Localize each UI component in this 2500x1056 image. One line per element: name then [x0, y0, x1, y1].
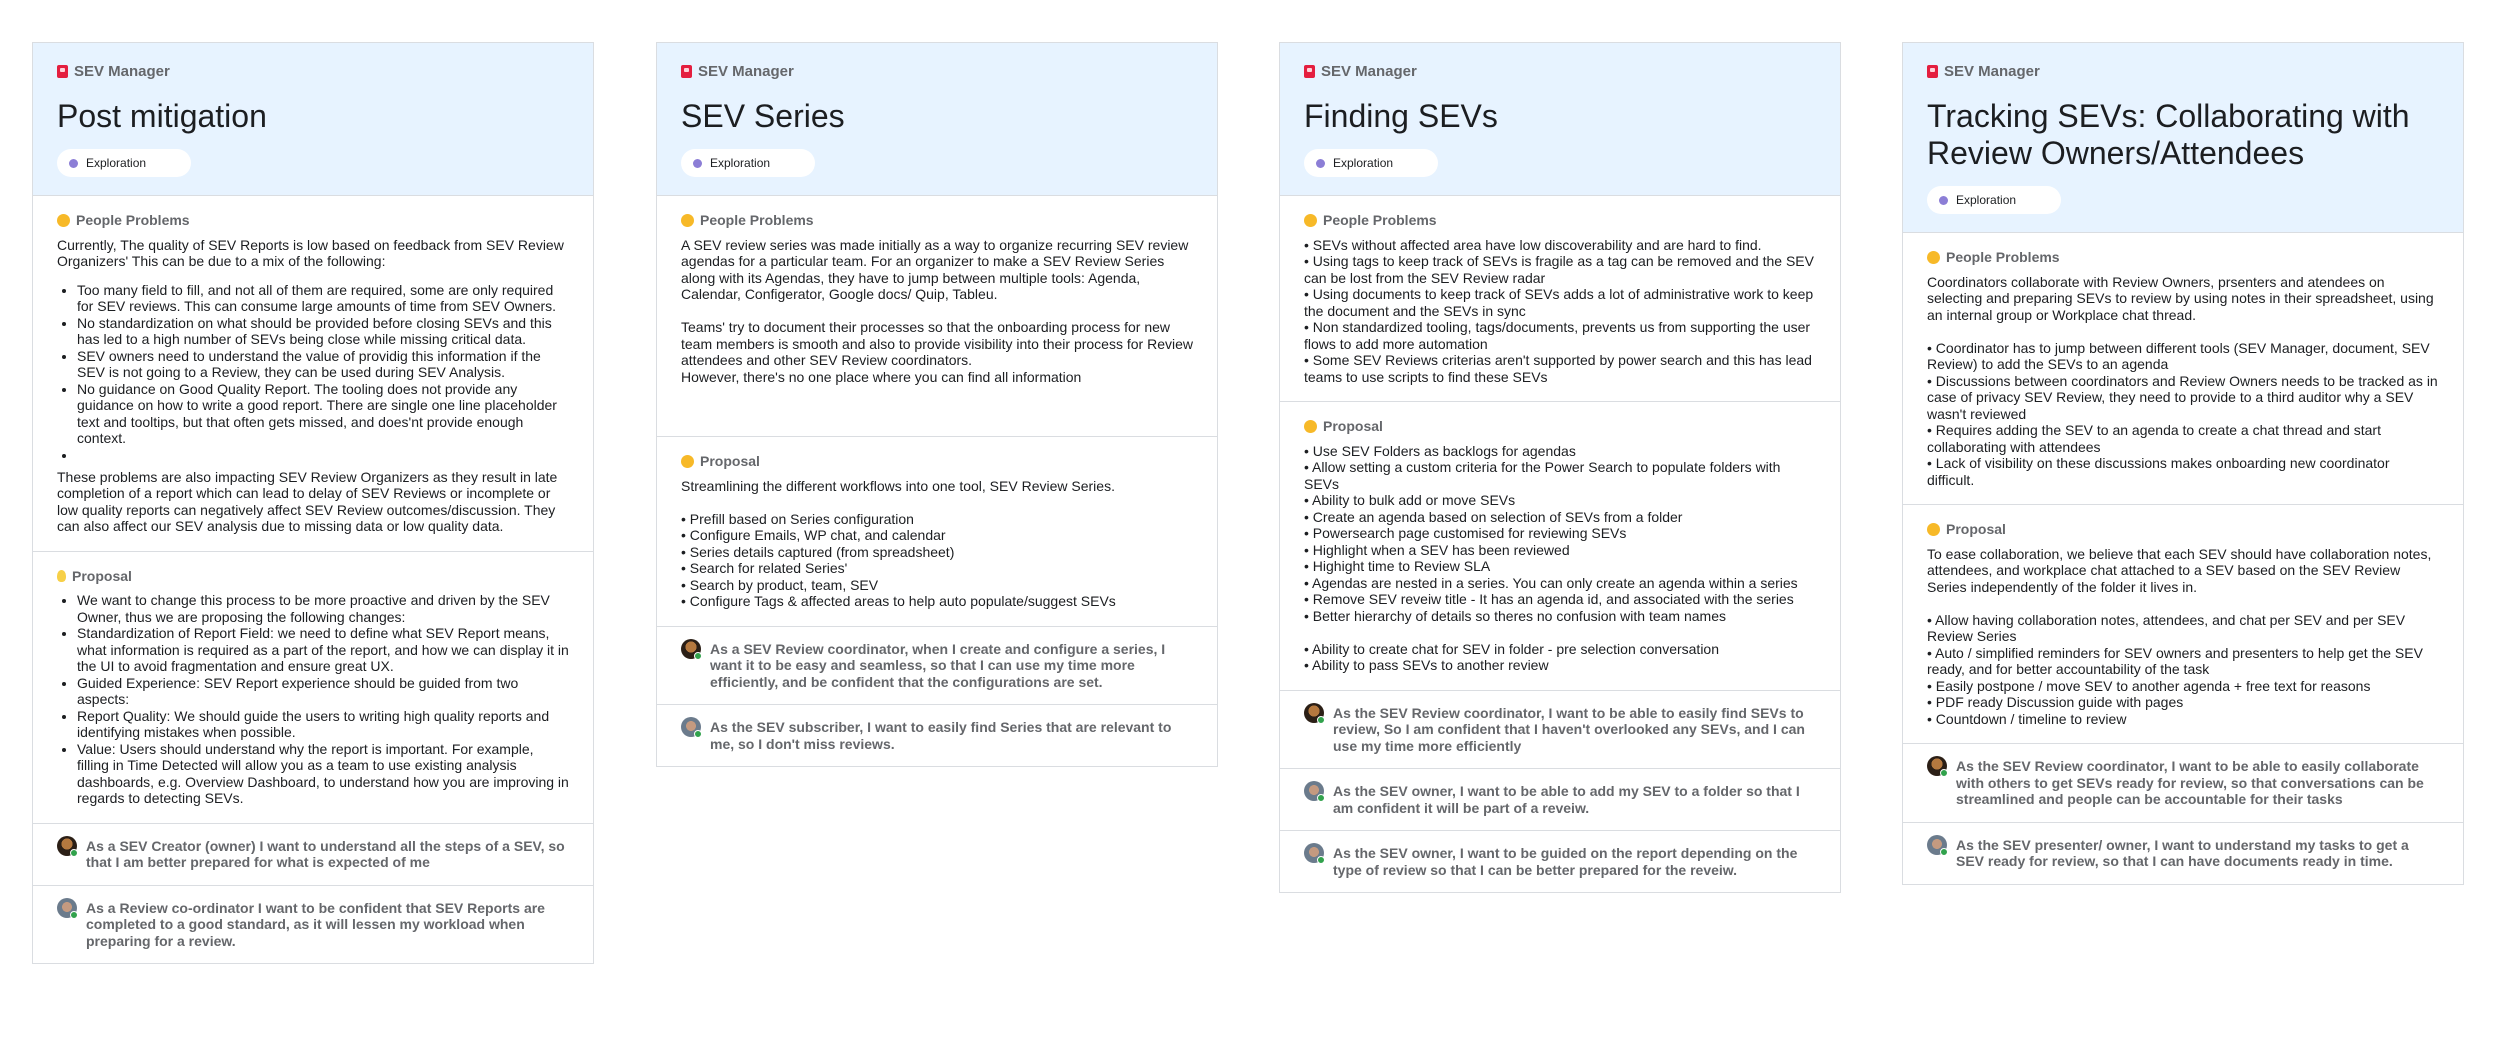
proposal-heading: Proposal: [72, 567, 132, 584]
sad-face-icon: [1927, 251, 1940, 264]
card-title: SEV Series: [681, 98, 845, 134]
user-story[interactable]: [33, 824, 593, 886]
tag-label: Exploration: [86, 156, 147, 170]
user-story[interactable]: [1903, 823, 2463, 884]
app-label: [1927, 63, 2439, 80]
card-sev-series[interactable]: [656, 42, 1218, 767]
problems-intro: Currently, The quality of SEV Reports is low based on feedback from SEV Review Organizers' This can be due to a mix of the following:: [57, 236, 564, 269]
tag-dot-icon: [1939, 196, 1948, 205]
card-title: Post mitigation: [57, 98, 267, 134]
story-text: As a SEV Creator (owner) I want to understand all the steps of a SEV, so that I am better prepared for what is expected of me: [86, 837, 565, 870]
problems-text: • SEVs without affected area have low discoverability and are hard to find. • Using tags to keep track of SEVs is fragile as a tag can be removed and the SEV can be lost from the SEV Review radar • Using documents to keep track of SEVs adds a lot of administrative work to keep the document and the SEVs in sync • Non standardized tooling, tags/documents, prevents us from supporting the user flows to add more automation • Some SEV Reviews criterias aren't supported by power search and this has lead teams to use scripts to find these SEVs: [1304, 236, 1814, 385]
story-text: As the SEV Review coordinator, I want to be able to easily find SEVs to review, So I am confident that I haven't overlooked any SEVs, and I can use my time more efficiently: [1333, 704, 1805, 754]
user-story[interactable]: [1903, 744, 2463, 823]
sad-face-icon: [681, 214, 694, 227]
people-problems-section: [1903, 233, 2463, 505]
sad-face-icon: [57, 214, 70, 227]
user-story[interactable]: [657, 705, 1217, 766]
story-text: As a SEV Review coordinator, when I create and configure a series, I want it to be easy and seamless, so that I can use my time more efficiently, and be confident that the configurations are set.: [710, 640, 1166, 690]
list-item: • Value: Users should understand why the report is important. For example, filling in Time Detected will allow you as a team to use existing analysis dashboards, e.g. Overview Dashboard, to understand how you are improving in regards to detecting SEVs.: [77, 741, 569, 807]
people-problems-heading: People Problems: [1946, 249, 2060, 265]
story-text: As the SEV owner, I want to be guided on the report depending on the type of review so that I can be better prepared for the reveiw.: [1333, 845, 1798, 878]
app-name: SEV Manager: [698, 63, 794, 80]
people-problems-section: [33, 196, 593, 552]
tag-label: Exploration: [1956, 193, 2017, 207]
people-problems-section: [1280, 196, 1840, 402]
app-name: SEV Manager: [1321, 63, 1417, 80]
avatar: [57, 898, 77, 918]
people-problems-heading: People Problems: [1323, 212, 1437, 228]
user-story[interactable]: [1280, 769, 1840, 831]
list-item: • No guidance on Good Quality Report. The tooling does not provide any guidance on how to write a good report. There are single one line placeholder text and tooltips, but that often gets missed, and does'nt provide enough context.: [77, 381, 569, 447]
app-label: [1304, 63, 1816, 80]
app-label: [681, 63, 1193, 80]
user-story[interactable]: [1280, 691, 1840, 770]
section-heading: [681, 453, 1193, 470]
story-text: As the SEV owner, I want to be able to add my SEV to a folder so that I am confident it will be part of a reveiw.: [1333, 783, 1800, 816]
card-header: [657, 43, 1217, 196]
card-title: Finding SEVs: [1304, 98, 1498, 134]
proposal-list: [57, 592, 569, 807]
proposal-text: • Use SEV Folders as backlogs for agendas • Allow setting a custom criteria for the Power Search to populate folders with SEVs • Ability to bulk add or move SEVs • Create an agenda based on selection of SEVs from a folder • Powersearch page customised for reviewing SEVs • Highlight when a SEV has been reviewed • Highight time to Review SLA • Agendas are nested in a series. You can only create an agenda within a series • Remove SEV reveiw title - It has an agenda id, and associated with the series • Better hierarchy of details so theres no confusion with team names • Ability to create chat for SEV in folder - pre selection conversation • Ability to pass SEVs to another review: [1304, 442, 1798, 673]
list-item: [77, 447, 569, 463]
people-problems-heading: People Problems: [76, 212, 190, 228]
section-heading: [1304, 212, 1816, 229]
section-heading: [1927, 521, 2439, 538]
people-problems-heading: People Problems: [700, 212, 814, 228]
section-heading: [1927, 249, 2439, 266]
list-item: • We want to change this process to be more proactive and driven by the SEV Owner, thus we are proposing the following changes:: [77, 592, 569, 625]
card-finding-sevs[interactable]: [1279, 42, 1841, 893]
story-text: As the SEV presenter/ owner, I want to understand my tasks to get a SEV ready for review, so that I can have documents ready in time.: [1956, 836, 2409, 869]
sev-manager-icon: [681, 65, 692, 78]
avatar: [1304, 781, 1324, 801]
proposal-heading: Proposal: [1323, 418, 1383, 434]
app-name: SEV Manager: [74, 63, 170, 80]
section-heading: [681, 212, 1193, 229]
card-header: [33, 43, 593, 196]
avatar: [1304, 703, 1324, 723]
avatar: [1927, 756, 1947, 776]
thinking-face-icon: [1304, 420, 1317, 433]
tag-dot-icon: [693, 159, 702, 168]
proposal-section: [33, 552, 593, 824]
user-story[interactable]: [33, 886, 593, 964]
card-title: Tracking SEVs: Collaborating with Review Owners/Attendees: [1927, 98, 2410, 171]
avatar: [1304, 843, 1324, 863]
tag-dot-icon: [69, 159, 78, 168]
user-story[interactable]: [1280, 831, 1840, 892]
lightbulb-icon: [57, 570, 66, 582]
list-item: • SEV owners need to understand the value of providig this information if the SEV is not going to a Review, they can be used during SEV Analysis.: [77, 348, 569, 381]
section-heading: [57, 568, 569, 585]
proposal-section: [1280, 402, 1840, 691]
list-item: • Too many field to fill, and not all of them are required, some are only required for SEV reviews. This can consume large amounts of time from SEV Owners.: [77, 282, 569, 315]
tag-dot-icon: [1316, 159, 1325, 168]
card-post-mitigation[interactable]: [32, 42, 594, 964]
avatar: [1927, 835, 1947, 855]
list-item: • Guided Experience: SEV Report experience should be guided from two aspects:: [77, 675, 569, 708]
list-item: • Report Quality: We should guide the users to writing high quality reports and identifying mistakes when possible.: [77, 708, 569, 741]
tag-label: Exploration: [1333, 156, 1394, 170]
card-header: [1280, 43, 1840, 196]
avatar: [681, 717, 701, 737]
section-heading: [1304, 418, 1816, 435]
card-header: [1903, 43, 2463, 233]
problems-list: [57, 282, 569, 463]
card-tracking-sevs[interactable]: [1902, 42, 2464, 885]
thinking-face-icon: [1927, 523, 1940, 536]
proposal-section: [657, 437, 1217, 627]
proposal-heading: Proposal: [1946, 521, 2006, 537]
proposal-text: To ease collaboration, we believe that each SEV should have collaboration notes, attendees, and workplace chat attached to a SEV based on the SEV Review Series independently of the folder it lives in. • Allow having collaboration notes, attendees, and chat per SEV and per SEV Review Series • Auto / simplified reminders for SEV owners and presenters to help get the SEV ready, and for better accountability of the task • Easily postpone / move SEV to another agenda + free text for reasons • PDF ready Discussion guide with pages • Countdown / timeline to review: [1927, 545, 2432, 727]
story-text: As a Review co-ordinator I want to be confident that SEV Reports are completed to a good standard, as it will lessen my workload when preparing for a review.: [86, 899, 545, 949]
proposal-section: [1903, 505, 2463, 744]
story-text: As the SEV subscriber, I want to easily find Series that are relevant to me, so I don't miss reviews.: [710, 719, 1172, 752]
sev-manager-icon: [57, 65, 68, 78]
user-story[interactable]: [657, 627, 1217, 706]
tag-label: Exploration: [710, 156, 771, 170]
section-heading: [57, 212, 569, 229]
proposal-text: Streamlining the different workflows into one tool, SEV Review Series. • Prefill based on Series configuration • Configure Emails, WP chat, and calendar • Series details captured (from spreadsheet) • Search for related Series' • Search by product, team, SEV • Configure Tags & affected areas to help auto populate/suggest SEVs: [681, 477, 1116, 609]
app-label: [57, 63, 569, 80]
sev-manager-icon: [1304, 65, 1315, 78]
avatar: [681, 639, 701, 659]
exploration-tag[interactable]: [1304, 149, 1438, 177]
exploration-tag[interactable]: [57, 149, 191, 177]
sad-face-icon: [1304, 214, 1317, 227]
app-name: SEV Manager: [1944, 63, 2040, 80]
problems-text: Coordinators collaborate with Review Owners, prsenters and atendees on selecting and preparing SEVs to review by using notes in their spreadsheet, using an internal group or Workplace chat thread. • Coordinator has to jump between different tools (SEV Manager, document, SEV Review) to add the SEVs to an agenda • Discussions between coordinators and Review Owners needs to be tracked as in case of privacy SEV Review, they need to provide to a third auditor why a SEV wasn't reviewed • Requires adding the SEV to an agenda to create a chat thread and start collaborating with attendees • Lack of visibility on these discussions makes onboarding new coordinator difficult.: [1927, 273, 2438, 488]
thinking-face-icon: [681, 455, 694, 468]
list-item: • Standardization of Report Field: we need to define what SEV Report means, what information is required as a part of the report, and how we can display it in the UI to avoid fragmentation and ensure great UX.: [77, 625, 569, 675]
problems-text: A SEV review series was made initially as a way to organize recurring SEV review agendas for a particular team. For an organizer to make a SEV Review Series along with its Agendas, they have to jump between multiple tools: Agenda, Calendar, Configerator, Google docs/ Quip, Tableu. Teams' try to document their processes so that the onboarding process for new team members is smooth and also to provide visibility into their process for Review attendees and other SEV Review coordinators. However, there's no one place where you can find all information: [681, 236, 1193, 385]
problems-outro: These problems are also impacting SEV Review Organizers as they result in late completion of a report which can lead to delay of SEV Reviews or incomplete or low quality reports can negatively affect SEV Review outcomes/discussion. They can also affect our SEV analysis due to missing data or low quality data.: [57, 468, 558, 534]
avatar: [57, 836, 77, 856]
exploration-tag[interactable]: [1927, 186, 2061, 214]
proposal-heading: Proposal: [700, 453, 760, 469]
list-item: • No standardization on what should be provided before closing SEVs and this has led to a high number of SEVs being close while missing critical data.: [77, 315, 569, 348]
people-problems-section: [657, 196, 1217, 437]
story-text: As the SEV Review coordinator, I want to be able to easily collaborate with others to get SEVs ready for review, so that conversations can be streamlined and people can be accountable for their tasks: [1956, 758, 2424, 807]
sev-manager-icon: [1927, 65, 1938, 78]
exploration-tag[interactable]: [681, 149, 815, 177]
